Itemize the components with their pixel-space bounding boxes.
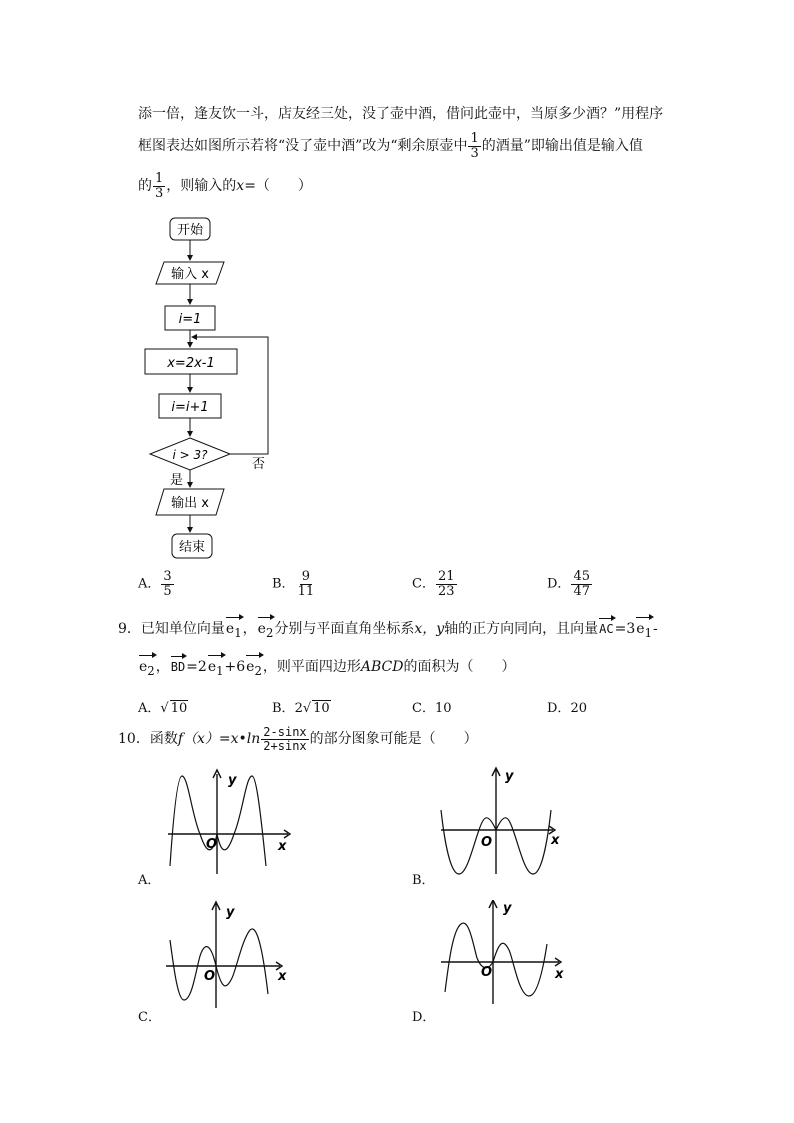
intro-line-1: 添一倍，逢友饮一斗，店友经三处，没了壶中酒，借问此壶中，当原多少酒？”用程序 [138,106,664,122]
origin-label: O [204,969,216,984]
update-x-label: x=2x-1 [167,356,215,371]
sqrt-value: 10 [313,701,330,716]
vector-bd: BD [170,660,186,674]
init-label: i=1 [178,312,202,327]
graph-b[interactable] [435,766,575,881]
graph-d-label: D． [412,1010,436,1025]
y-axis-label: y [505,769,514,784]
q9-option-a[interactable]: A．√ 10 [138,701,188,716]
x-axis-label: x [278,969,287,984]
frac-num: 21 [437,569,455,584]
frac-num: 1 [470,131,479,146]
vec-letter: e [139,659,148,675]
vector-e2 [139,659,155,678]
frac-den: 2+sinx [263,738,307,753]
start-label: 开始 [176,223,204,238]
q10-text-b: 的部分图象可能是（ ） [309,731,478,748]
vec-letter: e [636,621,645,637]
graph-c-label: C． [138,1010,161,1025]
q9-line-2 [138,656,516,678]
q9-plus6: +6 [224,659,246,675]
q9-option-d[interactable] [547,697,587,716]
vector-ac: AC [599,622,614,636]
intro-line-2 [138,132,643,160]
q9-text-c: 轴的正方向同向，且向量 [444,621,599,637]
intro-line2-b: 的酒量”即输出值是输入值 [481,138,643,155]
vec-sub: 2 [147,663,155,678]
q10-fraction [261,726,308,752]
end-label: 结束 [178,540,206,555]
intro-line3-b: ，则输入的 [166,178,237,195]
frac-den: 11 [297,583,315,599]
q10-text-a: 函数 [149,731,178,748]
q9-eq-bd: =2 [186,659,207,675]
intro-line3-a: 的 [138,178,152,195]
input-label: 输入 x [171,267,209,282]
option-label: C． [412,701,435,716]
y-axis-label: y [228,773,237,788]
graph-c[interactable] [160,900,300,1012]
frac-den: 23 [437,583,455,599]
option-label: D． [547,576,571,592]
q9-eq-ac: =3 [614,621,636,637]
x-axis-label: x [278,839,287,854]
frac-num: 9 [301,569,310,584]
flowchart [140,212,300,562]
x-axis-label: x [555,967,564,982]
graph-a-label: A． [138,873,161,888]
q9-text-d: ，则平面四边形 [262,659,361,675]
q8-option-b[interactable] [272,570,317,598]
vector-e1 [636,621,652,640]
condition-label: i > 3? [172,448,208,462]
q8-option-d[interactable] [547,570,593,598]
vec-sub: 2 [265,625,274,640]
option-label: B． [272,701,295,716]
vec-sub: 1 [644,625,652,640]
q9-xy: x，y [414,621,445,637]
q10-eq: =x•ln [218,731,261,748]
vec-letter: e [257,621,266,637]
origin-label: O [481,965,493,980]
fraction-one-third [468,132,480,160]
q9-comma: ， [242,621,257,637]
sqrt-value: 10 [170,701,188,716]
q9-comma: ， [155,659,170,675]
option-value: 20 [570,701,587,716]
intro-line2-a: 框图表达如图所示若将“没了壶中酒”改为“剩余原壶中 [138,138,468,155]
output-label: 输出 x [171,496,209,511]
vec-letter: e [246,659,255,675]
vec-letter: e [207,659,217,675]
update-i-label: i=i+1 [171,400,209,415]
graph-d[interactable] [435,900,575,1012]
frac-den: 5 [163,583,172,599]
intro-line-3 [138,172,312,200]
vec-sub: 1 [216,663,224,678]
frac-den: 3 [155,185,164,201]
q10-fx: f（x） [177,731,219,748]
frac-num: 1 [155,171,164,186]
yes-label: 是 [170,473,184,488]
vector-e2 [246,659,262,678]
q9-text-a: 已知单位向量 [140,621,225,637]
graph-a[interactable] [160,766,300,881]
q8-option-c[interactable] [412,570,458,598]
graph-b-label: B． [412,873,435,888]
q9-option-c[interactable] [412,697,452,716]
option-label: A． [138,576,161,592]
frac-num: 2-sinx [263,725,307,739]
y-axis-label: y [226,905,235,920]
q10-line [118,726,478,752]
frac-den: 47 [573,583,590,599]
q10-number: 10． [118,731,150,748]
q9-option-b[interactable]: B．2√ 10 [272,701,330,716]
q9-text-e: 的面积为（ ） [403,659,516,675]
q9-minus: - [652,621,658,637]
origin-label: O [481,835,493,850]
vec-sub: 1 [234,625,242,640]
origin-label: O [206,837,218,852]
fraction-one-third-2 [153,172,165,200]
no-label: 否 [252,457,266,472]
q8-option-a[interactable] [138,570,175,598]
q9-abcd: ABCD [360,659,404,675]
option-label: B． [272,576,295,592]
y-axis-label: y [503,901,512,916]
option-label: A． [138,701,161,716]
x-axis-label: x [551,833,560,848]
intro-line3-c: =（ ） [244,178,312,195]
frac-num: 3 [163,569,172,584]
q9-text-b: 分别与平面直角坐标系 [274,621,415,637]
coef: 2 [294,701,303,716]
q9-line-1 [118,618,658,640]
frac-num: 45 [573,569,590,584]
vec-sub: 2 [254,663,262,678]
q9-number: 9． [118,621,141,637]
frac-den: 3 [470,145,479,161]
vector-e2 [258,621,274,640]
option-label: D． [547,701,571,716]
vector-e1 [226,621,242,640]
intro-var-x: x [236,178,245,195]
option-label: C． [412,576,435,592]
vector-e1 [208,659,224,678]
vec-letter: e [225,621,235,637]
option-value: 10 [434,701,452,716]
